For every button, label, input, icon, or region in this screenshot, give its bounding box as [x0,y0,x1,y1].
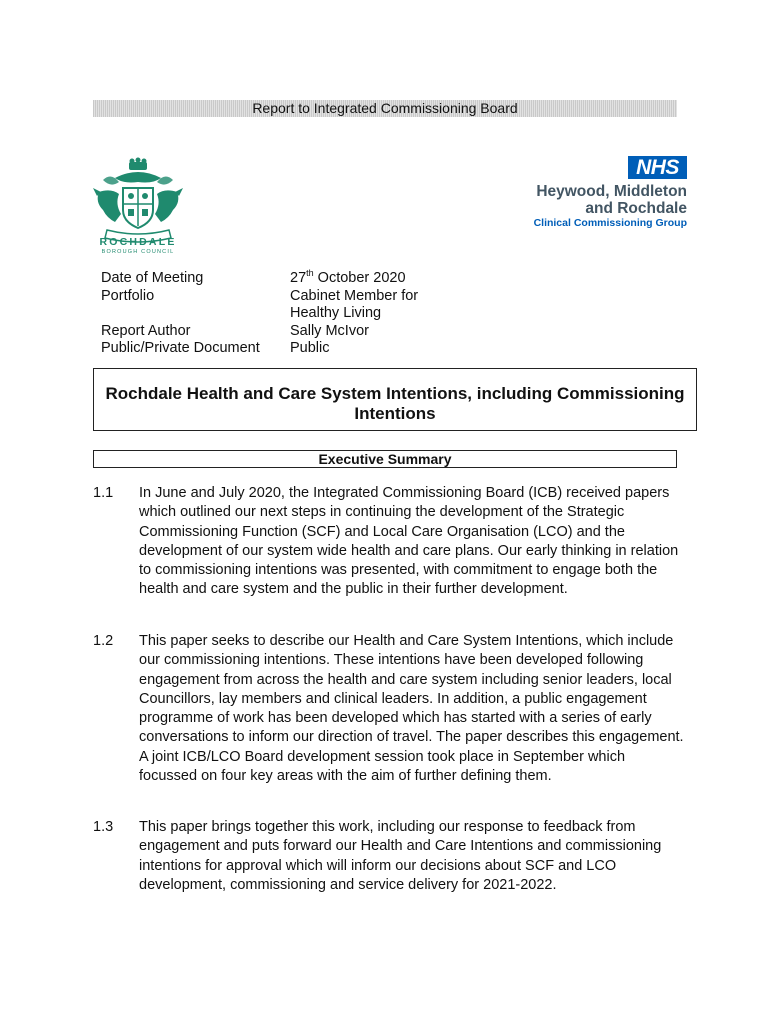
council-name: ROCHDALE [99,236,177,248]
paragraph-number: 1.3 [93,819,114,835]
paragraph-1-1 [93,484,693,600]
ccg-name-line1: Heywood, Middleton [536,183,687,200]
meta-key-portfolio: Portfolio [101,287,155,304]
date-suffix: th [306,268,314,279]
meta-row-date [101,270,450,288]
date-day: 27 [290,270,307,286]
date-rest: October 2020 [313,270,406,286]
paragraph-1-2 [93,632,693,786]
paragraph-number: 1.1 [93,485,114,501]
report-title: Rochdale Health and Care System Intentions, including Commissioning Intentions [93,368,697,431]
meta-key-visibility: Public/Private Document [101,340,260,356]
ccg-name-line2: and Rochdale [585,200,687,217]
council-subtitle: BOROUGH COUNCIL [101,249,175,255]
meta-row-author [101,323,450,341]
paragraph-text: In June and July 2020, the Integrated Commissioning Board (ICB) received papers which outlined our next steps in continuing the development of the Strategic Commissioning Function (SCF) and Local Care Organisation (LCO) and the development of our system wide health and care plans. Our early thinking in relation to commissioning intentions was presented, with commitment to engage both the health and care system and the public in their further development. [139,485,679,598]
report-header-bar: Report to Integrated Commissioning Board [93,100,677,117]
meta-value-date [290,270,450,288]
paragraph-1-3 [93,818,693,895]
meta-key-author: Report Author [101,322,191,339]
meta-key-date: Date of Meeting [101,270,204,286]
meta-value-portfolio: Cabinet Member for Healthy Living [290,287,419,321]
nhs-badge-logo: NHS [628,156,687,179]
meta-value-author: Sally McIvor [290,322,369,339]
paragraph-text: This paper seeks to describe our Health and Care System Intentions, which include our commissioning intentions. These intentions have been developed following engagement from across the health and care system including senior leaders, local Councillors, lay members and clinical leaders. In addition, a public engagement programme of work has been developed which has started with a series of early conversations to inform our direction of travel. The paper describes this engagement. A joint ICB/LCO Board development session took place in September which focussed on four key areas with the aim of further defining them. [139,633,684,785]
meta-row-visibility [101,340,450,358]
meta-row-portfolio [101,288,450,323]
ccg-name-line3: Clinical Commissioning Group [533,217,687,229]
paragraph-number: 1.2 [93,633,114,649]
executive-summary-heading: Executive Summary [93,450,677,468]
meta-value-visibility: Public [290,340,330,356]
paragraph-text: This paper brings together this work, including our response to feedback from engagement and puts forward our Health and Care Intentions and commissioning intentions for approval which will inform our decisions about SCF and LCO development, commissioning and service delivery for 2021-2022. [139,819,662,893]
meeting-details [101,270,450,358]
